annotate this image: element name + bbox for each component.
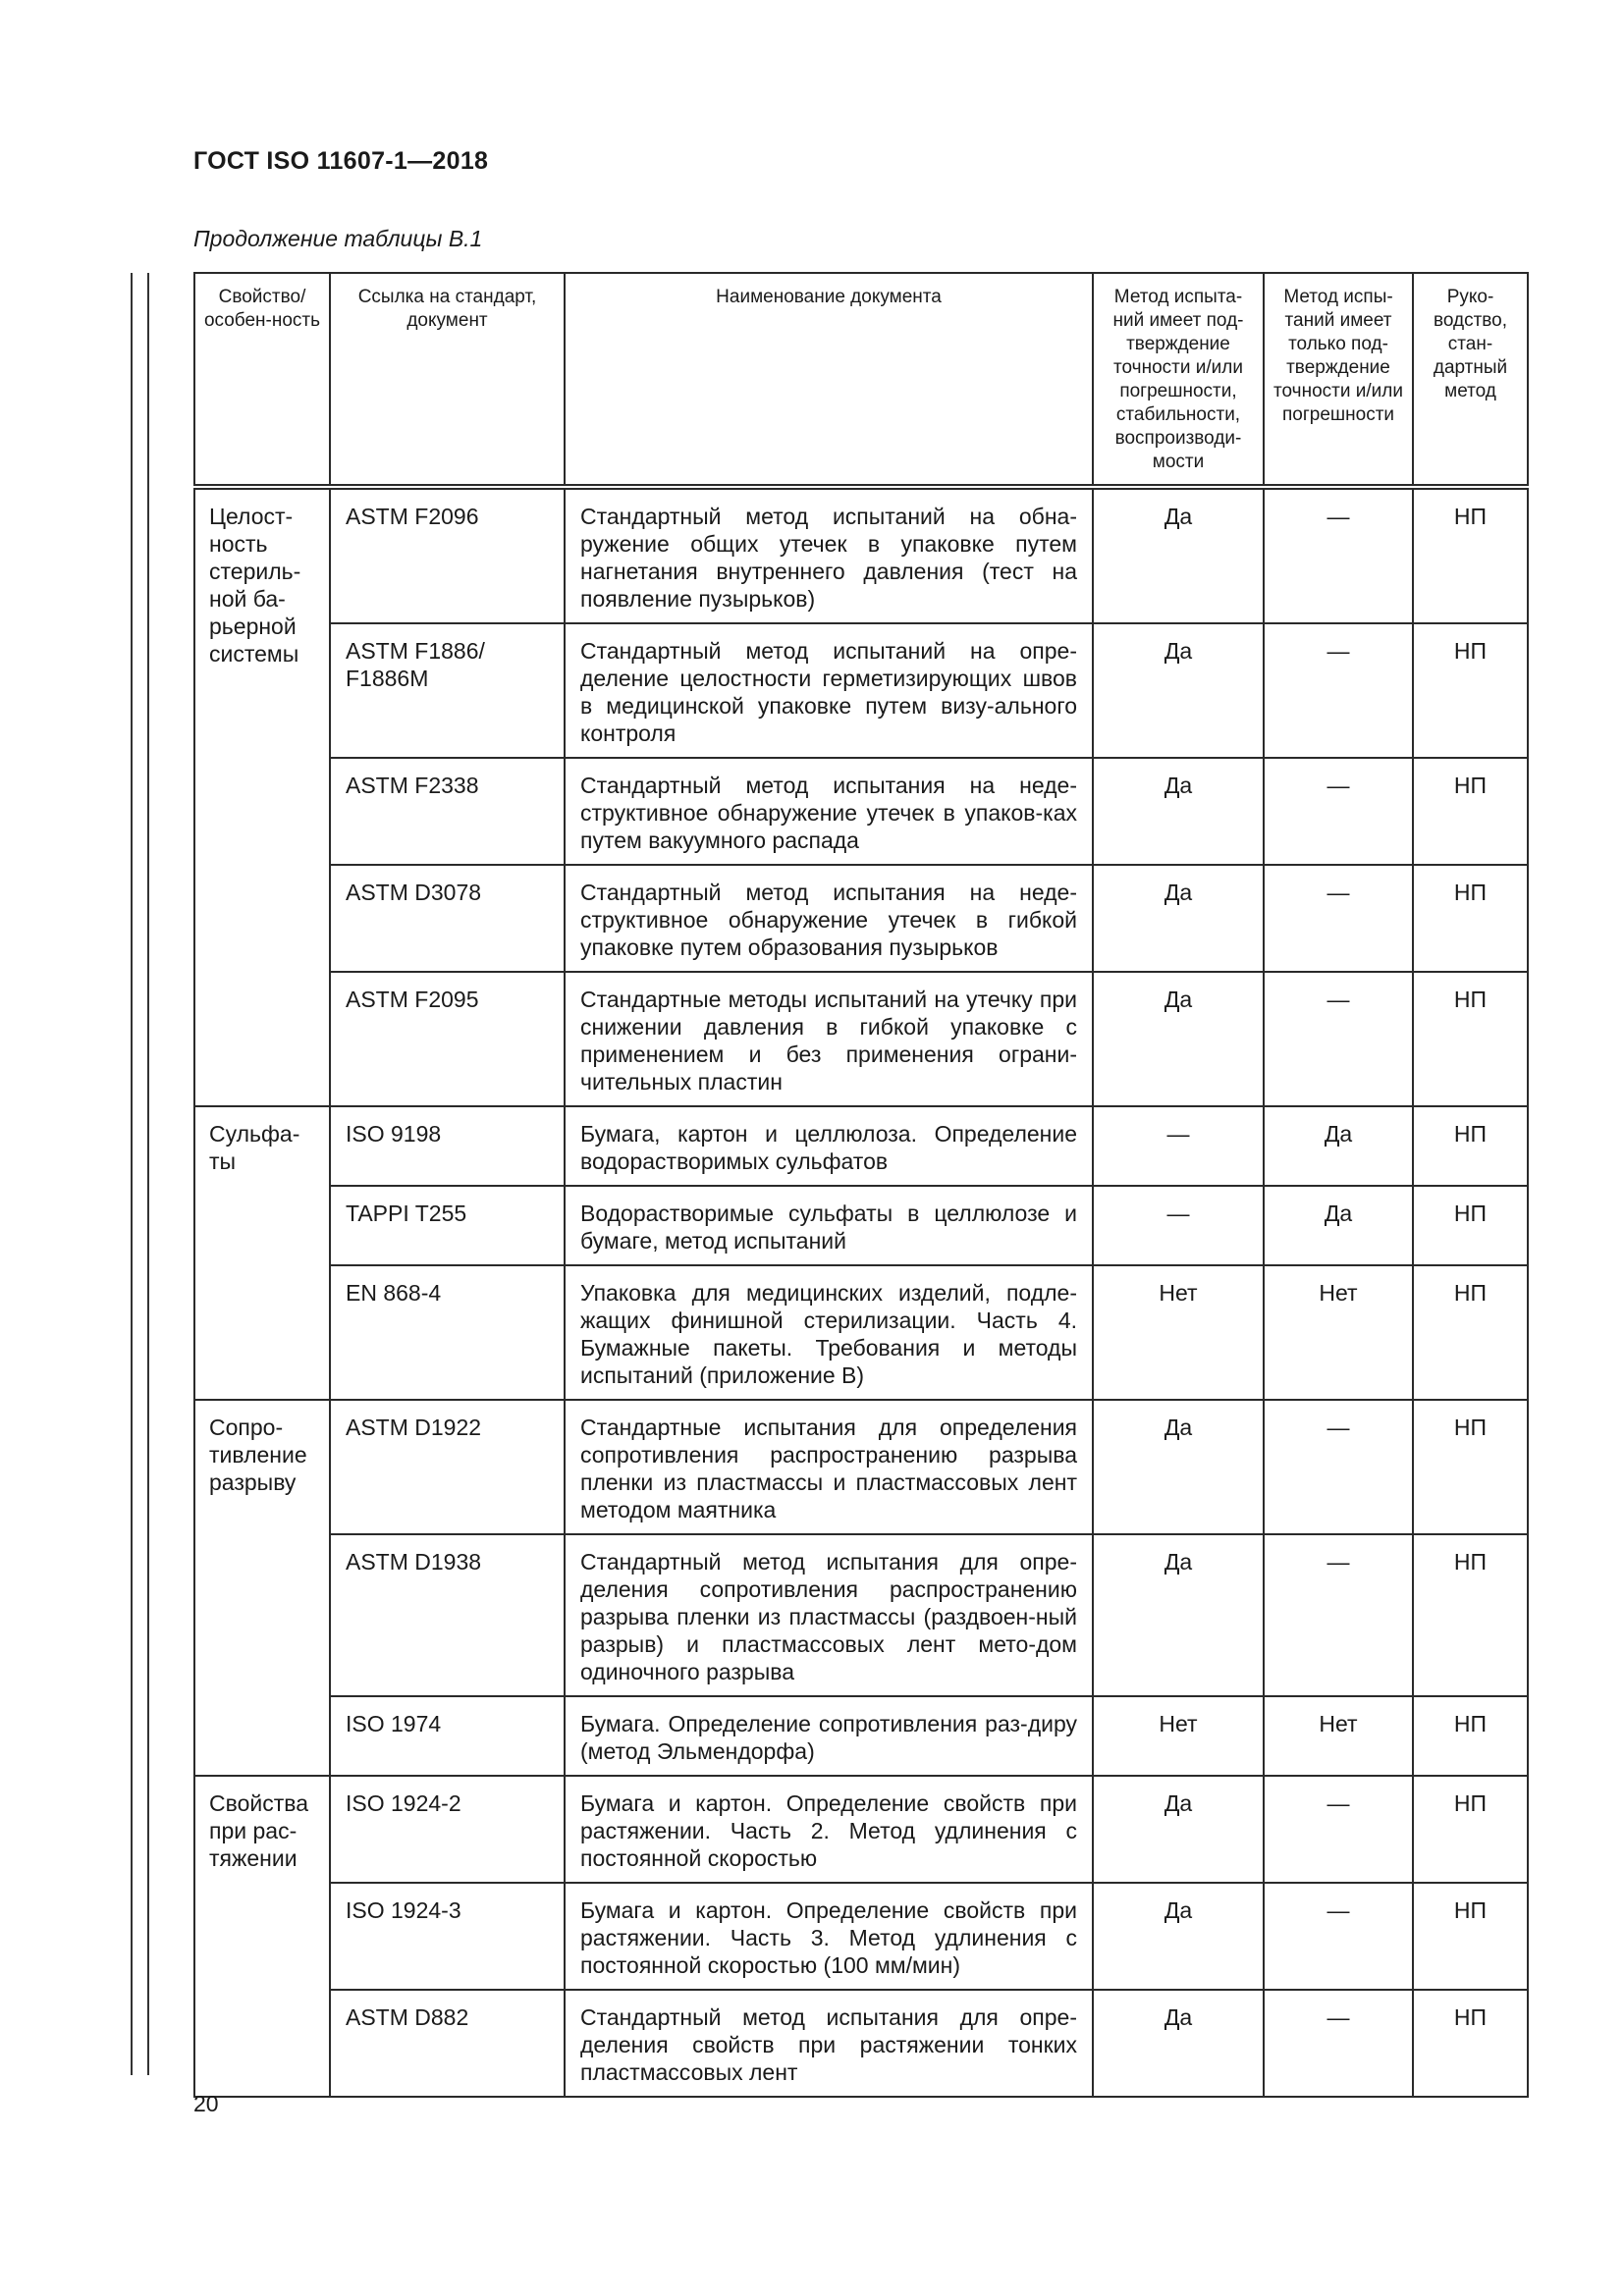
guidance-cell: НП bbox=[1413, 1696, 1528, 1776]
table-row bbox=[194, 1106, 1528, 1186]
document-name-cell: Стандартные методы испытаний на утечку при снижении давления в гибкой упаковке с применением и без применения ограни-чительных пластин bbox=[565, 972, 1093, 1106]
method-precision-cell: — bbox=[1264, 972, 1413, 1106]
method-precision-cell: — bbox=[1264, 487, 1413, 623]
column-header-document-name: Наименование документа bbox=[565, 273, 1093, 487]
table-row bbox=[194, 758, 1528, 865]
reference-cell: ASTM D882 bbox=[330, 1990, 565, 2097]
margin-bar-outer bbox=[131, 273, 133, 2075]
margin-bar-inner bbox=[147, 273, 149, 2075]
document-name-cell: Бумага. Определение сопротивления раз-диру (метод Эльмендорфа) bbox=[565, 1696, 1093, 1776]
reference-cell: ISO 1924-2 bbox=[330, 1776, 565, 1883]
guidance-cell: НП bbox=[1413, 487, 1528, 623]
method-precision-cell: Нет bbox=[1264, 1696, 1413, 1776]
column-header-method-confirmed-precision: Метод испыта-ний имеет под-тверждение точности и/или погрешности, стабильности, воспроизводи-мости bbox=[1093, 273, 1264, 487]
table-header-row bbox=[194, 273, 1528, 487]
guidance-cell: НП bbox=[1413, 1400, 1528, 1534]
method-confirmed-cell: Да bbox=[1093, 487, 1264, 623]
method-precision-cell: Нет bbox=[1264, 1265, 1413, 1400]
method-confirmed-cell: Да bbox=[1093, 1400, 1264, 1534]
method-confirmed-cell: Да bbox=[1093, 1883, 1264, 1990]
table-row bbox=[194, 1696, 1528, 1776]
method-confirmed-cell: Да bbox=[1093, 623, 1264, 758]
method-precision-cell: — bbox=[1264, 758, 1413, 865]
property-cell: Сопро-тивление разрыву bbox=[194, 1400, 330, 1776]
property-cell: Сульфа-ты bbox=[194, 1106, 330, 1400]
table-row bbox=[194, 865, 1528, 972]
reference-cell: ASTM F2096 bbox=[330, 487, 565, 623]
column-header-method-precision-only: Метод испы-таний имеет только под-тверждение точности и/или погрешности bbox=[1264, 273, 1413, 487]
guidance-cell: НП bbox=[1413, 1265, 1528, 1400]
table-row bbox=[194, 1186, 1528, 1265]
method-confirmed-cell: Да bbox=[1093, 1776, 1264, 1883]
column-header-guidance: Руко-водство, стан-дартный метод bbox=[1413, 273, 1528, 487]
table-row bbox=[194, 1400, 1528, 1534]
document-name-cell: Бумага и картон. Определение свойств при растяжении. Часть 2. Метод удлинения с постоянной скоростью bbox=[565, 1776, 1093, 1883]
standards-table bbox=[193, 272, 1529, 2098]
method-precision-cell: — bbox=[1264, 1883, 1413, 1990]
document-name-cell: Бумага, картон и целлюлоза. Определение водорастворимых сульфатов bbox=[565, 1106, 1093, 1186]
document-name-cell: Водорастворимые сульфаты в целлюлозе и бумаге, метод испытаний bbox=[565, 1186, 1093, 1265]
method-confirmed-cell: Нет bbox=[1093, 1696, 1264, 1776]
table-row bbox=[194, 487, 1528, 623]
guidance-cell: НП bbox=[1413, 972, 1528, 1106]
column-header-property: Свойство/ особен-ность bbox=[194, 273, 330, 487]
document-name-cell: Стандартный метод испытаний на опре-деление целостности герметизирующих швов в медицинской упаковке путем визу-ального контроля bbox=[565, 623, 1093, 758]
method-precision-cell: — bbox=[1264, 1776, 1413, 1883]
method-precision-cell: — bbox=[1264, 1990, 1413, 2097]
reference-cell: ISO 1974 bbox=[330, 1696, 565, 1776]
document-name-cell: Стандартный метод испытания на неде-структивное обнаружение утечек в гибкой упаковке путем образования пузырьков bbox=[565, 865, 1093, 972]
method-precision-cell: — bbox=[1264, 1400, 1413, 1534]
reference-cell: ASTM F2338 bbox=[330, 758, 565, 865]
table-caption: Продолжение таблицы В.1 bbox=[193, 226, 483, 251]
reference-cell: ASTM D1938 bbox=[330, 1534, 565, 1696]
reference-cell: ASTM D1922 bbox=[330, 1400, 565, 1534]
guidance-cell: НП bbox=[1413, 623, 1528, 758]
reference-cell: ISO 1924-3 bbox=[330, 1883, 565, 1990]
property-cell: Целост-ность стериль-ной ба-рьерной системы bbox=[194, 487, 330, 1106]
table-row bbox=[194, 972, 1528, 1106]
standards-table-container bbox=[193, 272, 1527, 2098]
document-name-cell: Бумага и картон. Определение свойств при растяжении. Часть 3. Метод удлинения с постоянной скоростью (100 мм/мин) bbox=[565, 1883, 1093, 1990]
method-confirmed-cell: — bbox=[1093, 1106, 1264, 1186]
method-precision-cell: Да bbox=[1264, 1106, 1413, 1186]
table-body bbox=[194, 487, 1528, 2097]
document-name-cell: Стандартный метод испытаний на обна-ружение общих утечек в упаковке путем нагнетания внутреннего давления (тест на появление пузырьков) bbox=[565, 487, 1093, 623]
guidance-cell: НП bbox=[1413, 1106, 1528, 1186]
method-confirmed-cell: Да bbox=[1093, 865, 1264, 972]
column-header-reference: Ссылка на стандарт, документ bbox=[330, 273, 565, 487]
method-confirmed-cell: Да bbox=[1093, 758, 1264, 865]
guidance-cell: НП bbox=[1413, 1883, 1528, 1990]
property-cell: Свойства при рас-тяжении bbox=[194, 1776, 330, 2097]
reference-cell: ISO 9198 bbox=[330, 1106, 565, 1186]
table-row bbox=[194, 1990, 1528, 2097]
method-confirmed-cell: Да bbox=[1093, 1534, 1264, 1696]
table-row bbox=[194, 1883, 1528, 1990]
page-number: 20 bbox=[193, 2091, 219, 2116]
table-row bbox=[194, 1265, 1528, 1400]
method-confirmed-cell: Да bbox=[1093, 1990, 1264, 2097]
reference-cell: ASTM F1886/ F1886M bbox=[330, 623, 565, 758]
method-confirmed-cell: — bbox=[1093, 1186, 1264, 1265]
document-name-cell: Стандартный метод испытания на неде-структивное обнаружение утечек в упаков-ках путем вакуумного распада bbox=[565, 758, 1093, 865]
table-row bbox=[194, 1776, 1528, 1883]
document-name-cell: Стандартные испытания для определения сопротивления распространению разрыва пленки из пластмассы и пластмассовых лент методом маятника bbox=[565, 1400, 1093, 1534]
guidance-cell: НП bbox=[1413, 1990, 1528, 2097]
guidance-cell: НП bbox=[1413, 865, 1528, 972]
guidance-cell: НП bbox=[1413, 1534, 1528, 1696]
method-precision-cell: — bbox=[1264, 623, 1413, 758]
reference-cell: EN 868-4 bbox=[330, 1265, 565, 1400]
method-precision-cell: — bbox=[1264, 865, 1413, 972]
method-precision-cell: — bbox=[1264, 1534, 1413, 1696]
guidance-cell: НП bbox=[1413, 1186, 1528, 1265]
reference-cell: TAPPI T255 bbox=[330, 1186, 565, 1265]
document-name-cell: Упаковка для медицинских изделий, подле-жащих финишной стерилизации. Часть 4. Бумажные пакеты. Требования и методы испытаний (приложение В) bbox=[565, 1265, 1093, 1400]
reference-cell: ASTM F2095 bbox=[330, 972, 565, 1106]
guidance-cell: НП bbox=[1413, 758, 1528, 865]
page-title: ГОСТ ISO 11607-1—2018 bbox=[193, 147, 489, 175]
guidance-cell: НП bbox=[1413, 1776, 1528, 1883]
method-precision-cell: Да bbox=[1264, 1186, 1413, 1265]
method-confirmed-cell: Да bbox=[1093, 972, 1264, 1106]
table-row bbox=[194, 623, 1528, 758]
document-name-cell: Стандартный метод испытания для опре-деления свойств при растяжении тонких пластмассовых лент bbox=[565, 1990, 1093, 2097]
method-confirmed-cell: Нет bbox=[1093, 1265, 1264, 1400]
reference-cell: ASTM D3078 bbox=[330, 865, 565, 972]
document-name-cell: Стандартный метод испытания для опре-деления сопротивления распространению разрыва пленки из пластмассы (раздвоен-ный разрыв) и пластмассовых лент мето-дом одиночного разрыва bbox=[565, 1534, 1093, 1696]
table-row bbox=[194, 1534, 1528, 1696]
